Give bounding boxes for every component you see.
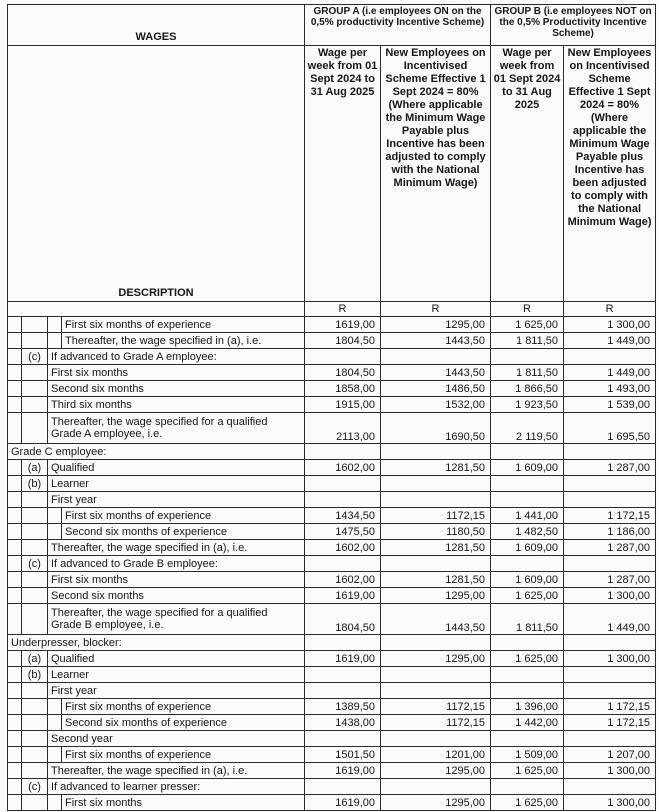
group-a-wage: 1804,50 bbox=[305, 604, 381, 635]
group-a-new-wage: 1690,50 bbox=[381, 413, 491, 444]
row-description: First six months of experience bbox=[62, 508, 305, 524]
row-description: First year bbox=[48, 492, 305, 508]
table-row bbox=[8, 492, 656, 508]
table-row bbox=[8, 540, 656, 556]
group-a-wage: 1434,50 bbox=[305, 508, 381, 524]
group-a-new-wage: 1532,00 bbox=[381, 397, 491, 413]
group-a-new-wage: 1281,50 bbox=[381, 460, 491, 476]
group-a-wage: 1619,00 bbox=[305, 795, 381, 811]
group-b-new-wage: 1 300,00 bbox=[564, 763, 656, 779]
group-a-wage: 1389,50 bbox=[305, 699, 381, 715]
row-description: First six months bbox=[48, 365, 305, 381]
group-b-new-wage: 1 172,15 bbox=[564, 508, 656, 524]
group-a-new-wage: 1281,50 bbox=[381, 572, 491, 588]
group-b-new-wage: 1 207,00 bbox=[564, 747, 656, 763]
group-b-wage bbox=[491, 349, 564, 365]
group-a-wage: 1619,00 bbox=[305, 317, 381, 333]
group-a-wage: 1619,00 bbox=[305, 588, 381, 604]
table-row bbox=[8, 604, 656, 635]
currency-label: R bbox=[491, 302, 564, 317]
group-a-wage-column-header: Wage per week from 01 Sept 2024 to 31 Aug 2025 bbox=[305, 46, 381, 302]
group-a-new-wage: 1281,50 bbox=[381, 540, 491, 556]
group-a-new-wage: 1443,50 bbox=[381, 604, 491, 635]
group-a-wage bbox=[305, 349, 381, 365]
group-b-wage: 1 625,00 bbox=[491, 588, 564, 604]
group-b-new-wage: 1 300,00 bbox=[564, 588, 656, 604]
group-b-new-wage: 1 695,50 bbox=[564, 413, 656, 444]
group-a-new-wage: 1443,50 bbox=[381, 333, 491, 349]
group-a-wage: 1602,00 bbox=[305, 540, 381, 556]
group-a-new-wage: 1443,50 bbox=[381, 365, 491, 381]
row-description: Third six months bbox=[48, 397, 305, 413]
table-row bbox=[8, 731, 656, 747]
group-b-new-wage: 1 287,00 bbox=[564, 460, 656, 476]
table-row bbox=[8, 476, 656, 492]
group-b-wage: 2 119,50 bbox=[491, 413, 564, 444]
section-row bbox=[8, 444, 656, 460]
row-description: First six months bbox=[62, 795, 305, 811]
table-row bbox=[8, 556, 656, 572]
currency-label: R bbox=[564, 302, 656, 317]
group-b-wage: 1 442,00 bbox=[491, 715, 564, 731]
group-a-new-wage: 1201,00 bbox=[381, 747, 491, 763]
row-description: First six months bbox=[48, 572, 305, 588]
group-b-new-wage: 1 449,00 bbox=[564, 333, 656, 349]
group-b-wage: 1 811,50 bbox=[491, 365, 564, 381]
group-b-wage: 1 923,50 bbox=[491, 397, 564, 413]
wages-table bbox=[7, 4, 656, 811]
table-row bbox=[8, 667, 656, 683]
table-row bbox=[8, 683, 656, 699]
row-marker: (c) bbox=[22, 779, 48, 795]
row-marker: (c) bbox=[22, 349, 48, 365]
group-b-wage: 1 811,50 bbox=[491, 604, 564, 635]
row-description: If advanced to Grade A employee: bbox=[48, 349, 305, 365]
group-b-new-employees-column-header: New Employees on Incentivised Scheme Effective 1 Sept 2024 = 80% (Where applicable the Minimum Wage Payable plus Incentive has been adjusted to comply with the National Minimum Wage) bbox=[564, 46, 656, 302]
row-description: Second year bbox=[48, 731, 305, 747]
group-b-new-wage: 1 449,00 bbox=[564, 604, 656, 635]
row-description: Thereafter, the wage specified in (a), i.e. bbox=[48, 540, 305, 556]
group-a-new-wage: 1172,15 bbox=[381, 699, 491, 715]
table-row bbox=[8, 508, 656, 524]
group-a-wage: 1501,50 bbox=[305, 747, 381, 763]
group-a-new-wage: 1486,50 bbox=[381, 381, 491, 397]
group-b-new-wage: 1 300,00 bbox=[564, 651, 656, 667]
row-description: Thereafter, the wage specified for a qualified Grade A employee, i.e. bbox=[48, 413, 305, 444]
group-a-new-wage: 1295,00 bbox=[381, 795, 491, 811]
group-b-header: GROUP B (i.e employees NOT on the 0,5% Productivity Incentive Scheme) bbox=[491, 5, 656, 46]
group-a-new-wage: 1172,15 bbox=[381, 508, 491, 524]
table-row bbox=[8, 588, 656, 604]
row-description: If advanced to Grade B employee: bbox=[48, 556, 305, 572]
row-marker: (b) bbox=[22, 476, 48, 492]
group-b-wage: 1 609,00 bbox=[491, 460, 564, 476]
section-heading: Grade C employee: bbox=[8, 444, 305, 460]
group-b-wage: 1 609,00 bbox=[491, 572, 564, 588]
group-b-new-wage bbox=[564, 349, 656, 365]
table-row bbox=[8, 524, 656, 540]
row-description: First year bbox=[48, 683, 305, 699]
currency-label: R bbox=[305, 302, 381, 317]
row-description: If advanced to learner presser: bbox=[48, 779, 305, 795]
row-description: Qualified bbox=[48, 460, 305, 476]
table-row bbox=[8, 333, 656, 349]
table-row bbox=[8, 795, 656, 811]
row-description: Second six months bbox=[48, 588, 305, 604]
group-b-wage: 1 625,00 bbox=[491, 317, 564, 333]
group-a-new-wage: 1295,00 bbox=[381, 763, 491, 779]
table-row bbox=[8, 699, 656, 715]
group-a-wage: 1438,00 bbox=[305, 715, 381, 731]
group-a-wage: 1619,00 bbox=[305, 651, 381, 667]
group-b-new-wage: 1 493,00 bbox=[564, 381, 656, 397]
section-row bbox=[8, 635, 656, 651]
row-description: Qualified bbox=[48, 651, 305, 667]
group-b-new-wage: 1 287,00 bbox=[564, 540, 656, 556]
group-b-new-wage: 1 539,00 bbox=[564, 397, 656, 413]
table-row bbox=[8, 779, 656, 795]
group-a-wage: 1619,00 bbox=[305, 763, 381, 779]
group-a-wage: 1602,00 bbox=[305, 460, 381, 476]
row-marker: (b) bbox=[22, 667, 48, 683]
group-b-wage: 1 509,00 bbox=[491, 747, 564, 763]
currency-label: R bbox=[381, 302, 491, 317]
group-b-new-wage: 1 186,00 bbox=[564, 524, 656, 540]
table-row bbox=[8, 349, 656, 365]
group-b-wage: 1 396,00 bbox=[491, 699, 564, 715]
group-b-new-wage: 1 300,00 bbox=[564, 795, 656, 811]
group-a-new-wage: 1295,00 bbox=[381, 588, 491, 604]
unit-row-spacer bbox=[8, 302, 305, 317]
group-b-new-wage: 1 172,15 bbox=[564, 715, 656, 731]
group-b-wage: 1 625,00 bbox=[491, 795, 564, 811]
table-row bbox=[8, 317, 656, 333]
table-row bbox=[8, 365, 656, 381]
group-b-wage: 1 811,50 bbox=[491, 333, 564, 349]
group-b-wage: 1 482,50 bbox=[491, 524, 564, 540]
table-row bbox=[8, 413, 656, 444]
description-header: DESCRIPTION bbox=[8, 46, 305, 302]
table-row bbox=[8, 381, 656, 397]
table-row bbox=[8, 572, 656, 588]
row-description: Thereafter, the wage specified in (a), i.e. bbox=[62, 333, 305, 349]
group-a-wage: 2113,00 bbox=[305, 413, 381, 444]
table-row bbox=[8, 651, 656, 667]
row-description: Thereafter, the wage specified in (a), i.e. bbox=[48, 763, 305, 779]
group-a-new-wage bbox=[381, 349, 491, 365]
row-description: Second six months of experience bbox=[62, 715, 305, 731]
table-row bbox=[8, 715, 656, 731]
group-a-new-wage: 1295,00 bbox=[381, 651, 491, 667]
wages-header: WAGES bbox=[8, 5, 305, 46]
table-row bbox=[8, 460, 656, 476]
table-row bbox=[8, 763, 656, 779]
group-a-wage: 1915,00 bbox=[305, 397, 381, 413]
group-b-new-wage: 1 300,00 bbox=[564, 317, 656, 333]
row-description: Second six months bbox=[48, 381, 305, 397]
group-a-wage: 1475,50 bbox=[305, 524, 381, 540]
table-row bbox=[8, 747, 656, 763]
group-b-wage: 1 609,00 bbox=[491, 540, 564, 556]
row-description: Second six months of experience bbox=[62, 524, 305, 540]
group-b-new-wage: 1 172,15 bbox=[564, 699, 656, 715]
group-a-wage: 1804,50 bbox=[305, 365, 381, 381]
group-b-new-wage: 1 449,00 bbox=[564, 365, 656, 381]
row-description: Thereafter, the wage specified for a qualified Grade B employee, i.e. bbox=[48, 604, 305, 635]
section-heading: Underpresser, blocker: bbox=[8, 635, 305, 651]
table-row bbox=[8, 397, 656, 413]
group-b-wage: 1 625,00 bbox=[491, 763, 564, 779]
group-b-wage: 1 441,00 bbox=[491, 508, 564, 524]
group-a-wage: 1602,00 bbox=[305, 572, 381, 588]
group-a-new-wage: 1172,15 bbox=[381, 715, 491, 731]
row-description: Learner bbox=[48, 667, 305, 683]
row-description: First six months of experience bbox=[62, 747, 305, 763]
group-a-wage: 1804,50 bbox=[305, 333, 381, 349]
row-description: Learner bbox=[48, 476, 305, 492]
row-marker: (c) bbox=[22, 556, 48, 572]
group-b-wage: 1 866,50 bbox=[491, 381, 564, 397]
row-description: First six months of experience bbox=[62, 699, 305, 715]
group-b-wage-column-header: Wage per week from 01 Sept 2024 to 31 Aug 2025 bbox=[491, 46, 564, 302]
group-a-new-wage: 1180,50 bbox=[381, 524, 491, 540]
group-a-new-employees-column-header: New Employees on Incentivised Scheme Effective 1 Sept 2024 = 80% (Where applicable the Minimum Wage Payable plus Incentive has been adjusted to comply with the National Minimum Wage) bbox=[381, 46, 491, 302]
group-b-new-wage: 1 287,00 bbox=[564, 572, 656, 588]
row-marker: (a) bbox=[22, 460, 48, 476]
group-b-wage: 1 625,00 bbox=[491, 651, 564, 667]
group-a-header: GROUP A (i.e employees ON on the 0,5% productivity Incentive Scheme) bbox=[305, 5, 491, 46]
row-description: First six months of experience bbox=[62, 317, 305, 333]
group-a-new-wage: 1295,00 bbox=[381, 317, 491, 333]
group-a-wage: 1858,00 bbox=[305, 381, 381, 397]
row-marker: (a) bbox=[22, 651, 48, 667]
